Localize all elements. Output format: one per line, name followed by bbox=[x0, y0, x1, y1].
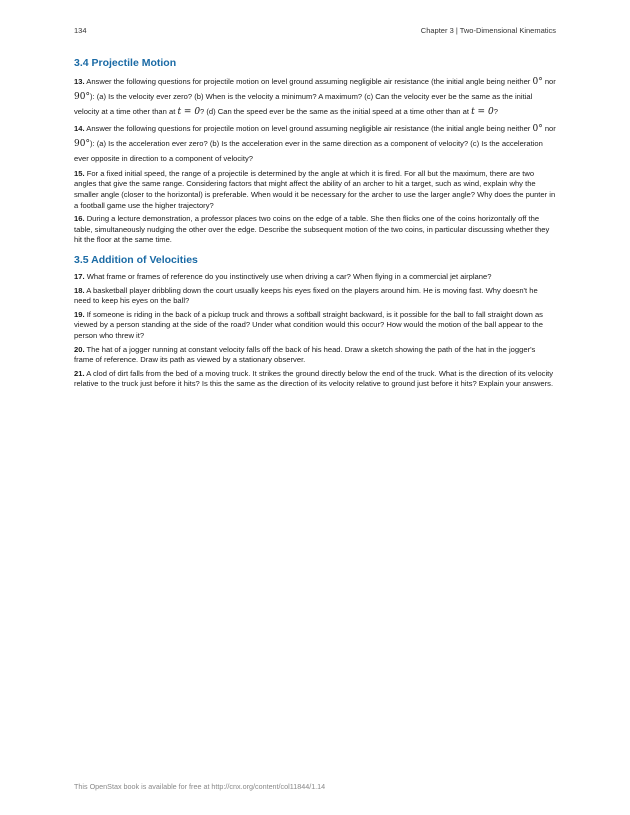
page-footer: This OpenStax book is available for free at http://cnx.org/content/col11844/1.14 bbox=[74, 782, 326, 791]
math-t-equals-zero: t = 0 bbox=[471, 106, 494, 117]
question-16 bbox=[74, 214, 556, 246]
question-text: nor bbox=[544, 124, 556, 134]
question-text: A clod of dirt falls from the bed of a moving truck. It strikes the ground directly below the end of the truck. What is the direction of its velocity relative to the truck just before it hits? Is this the same as the direction of its velocity relative to ground just before it hits? Explain your answers. bbox=[74, 368, 554, 389]
question-number: 16. bbox=[74, 214, 85, 224]
question-text: What frame or frames of reference do you instinctively use when driving a car? When flying in a commercial jet airplane? bbox=[86, 271, 492, 281]
math-angle-zero: 0° bbox=[532, 124, 543, 135]
question-text: Answer the following questions for projectile motion on level ground assuming negligible air resistance (the initial angle being neither bbox=[86, 124, 531, 134]
question-14 bbox=[74, 122, 556, 165]
question-text: The hat of a jogger running at constant velocity falls off the back of his head. Draw a sketch showing the path of the hat in the jogger's frame of reference. Draw its path as viewed by a stationary observer. bbox=[74, 344, 536, 365]
question-text: Answer the following questions for projectile motion on level ground assuming negligible air resistance (the initial angle being neither bbox=[86, 77, 531, 86]
question-text: ): (a) Is the acceleration ever zero? (b) Is the acceleration ever in the same direction as a component of velocity? (c) Is the acceleration ever opposite in direction to a component of velocity? bbox=[74, 139, 543, 163]
question-21 bbox=[74, 369, 556, 390]
question-18 bbox=[74, 286, 556, 307]
math-angle-zero: 0° bbox=[532, 77, 543, 87]
running-header: Chapter 3 | Two-Dimensional Kinematics bbox=[420, 26, 556, 35]
question-number: 14. bbox=[74, 124, 85, 134]
page-content bbox=[74, 56, 556, 393]
question-text: ): (a) Is the velocity ever zero? (b) When is the velocity a minimum? A maximum? (c) Can the velocity ever be the same as the initial velocity at a time other than at bbox=[74, 91, 533, 116]
question-text: If someone is riding in the back of a pickup truck and throws a softball straight backward, is it possible for the ball to fall straight down as viewed by a person standing at the side of the road? Under what condition would this occur? How would the motion of the ball appear to the person who threw it? bbox=[74, 309, 543, 340]
math-angle-ninety: 90° bbox=[74, 91, 90, 102]
page-number: 134 bbox=[74, 26, 87, 35]
question-number: 18. bbox=[74, 285, 85, 295]
math-t-equals-zero: t = 0 bbox=[177, 106, 201, 117]
question-15 bbox=[74, 169, 556, 211]
question-17 bbox=[74, 272, 556, 283]
question-19 bbox=[74, 310, 556, 342]
question-text: For a fixed initial speed, the range of a projectile is determined by the angle at which it is fired. For all but the maximum, there are two angles that give the same range. Considering factors that might affect the ability of an archer to hit a target, such as wind, explain why the smaller angle (closer to the horizontal) is preferable. When would it be necessary for the archer to use the larger angle? Why does the punter in a football game use the higher trajectory? bbox=[74, 168, 556, 210]
question-number: 20. bbox=[74, 344, 85, 354]
question-number: 15. bbox=[74, 168, 85, 178]
question-number: 19. bbox=[74, 309, 85, 319]
question-text: ? (d) Can the speed ever be the same as the initial speed at a time other than at bbox=[200, 106, 469, 116]
question-number: 13. bbox=[74, 77, 85, 86]
question-text: A basketball player dribbling down the court usually keeps his eyes fixed on the players around him. He is moving fast. Why doesn't he need to keep his eyes on the ball? bbox=[74, 285, 538, 306]
question-text: ? bbox=[493, 106, 498, 116]
question-number: 21. bbox=[74, 368, 85, 378]
question-20 bbox=[74, 345, 556, 366]
section-heading-projectile-motion: 3.4 Projectile Motion bbox=[74, 57, 177, 69]
question-13 bbox=[74, 75, 556, 119]
section-heading-addition-of-velocities: 3.5 Addition of Velocities bbox=[74, 253, 198, 266]
question-text: During a lecture demonstration, a professor places two coins on the edge of a table. She then flicks one of the coins horizontally off the table, simultaneously nudging the other over the edge. Describe the subsequent motion of the two coins, in particular discussing whether they hit the floor at the same time. bbox=[74, 214, 550, 245]
question-number: 17. bbox=[74, 271, 85, 281]
math-angle-ninety: 90° bbox=[74, 139, 90, 150]
question-text: nor bbox=[544, 77, 556, 86]
